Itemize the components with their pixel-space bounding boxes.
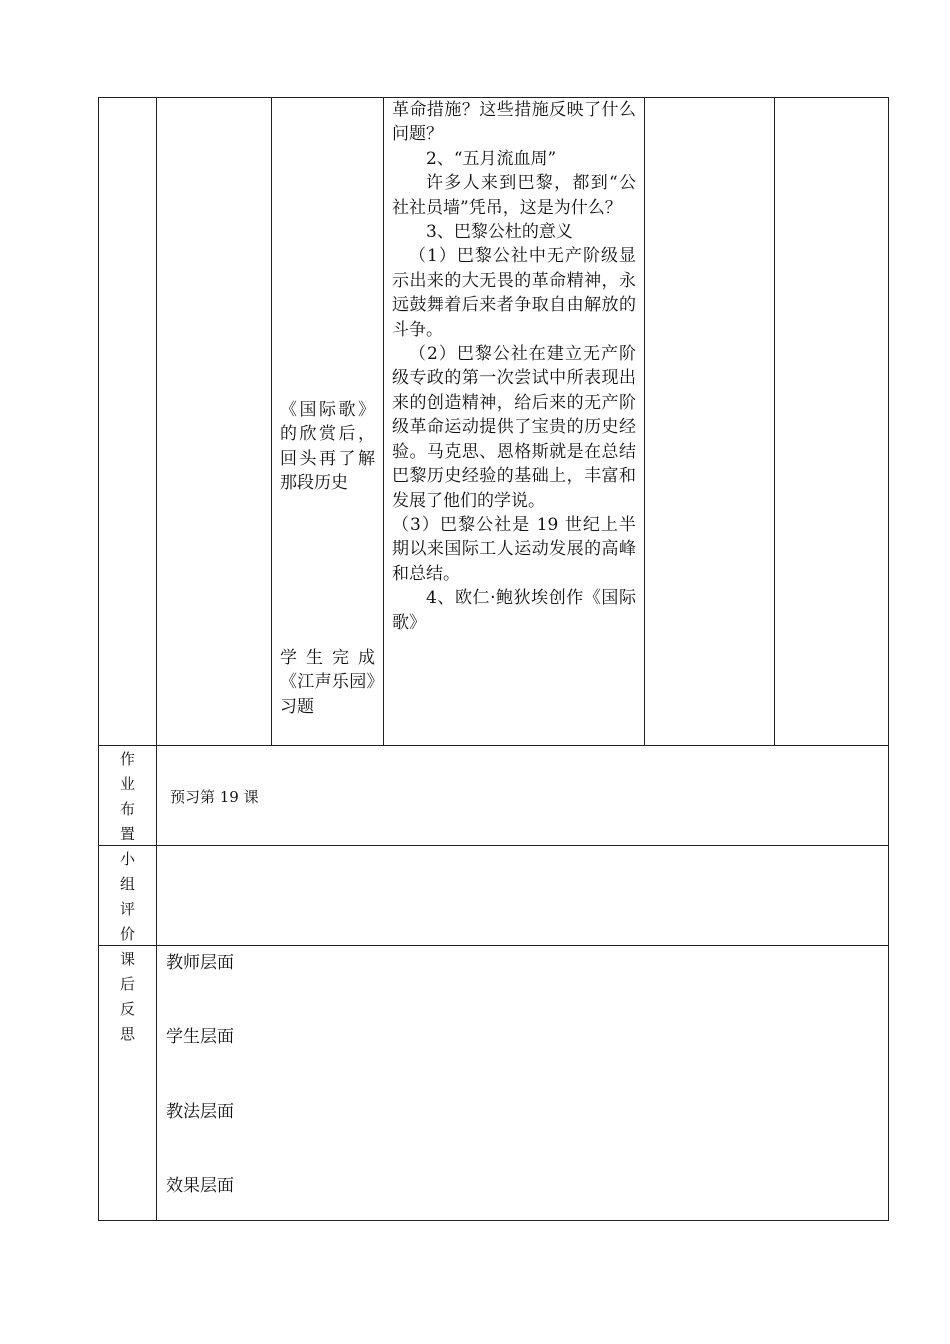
content-paragraph: 革命措施？这些措施反映了什么问题？ xyxy=(392,100,636,145)
reflection-item-method: 教法层面 xyxy=(166,1102,234,1122)
group-eval-label-char: 组 xyxy=(119,875,135,893)
row-divider-homework xyxy=(98,745,889,746)
activity-text-exercise xyxy=(280,646,375,719)
row-divider-group-eval xyxy=(98,845,889,846)
homework-label-char: 作 xyxy=(119,750,135,768)
content-heading: 3、巴黎公杜的意义 xyxy=(426,222,573,243)
reflection-label-char: 反 xyxy=(119,1000,135,1018)
reflection-label-char: 课 xyxy=(119,950,135,968)
homework-label-char: 置 xyxy=(119,825,135,843)
group-eval-label xyxy=(99,847,156,947)
homework-label-char: 布 xyxy=(119,800,135,818)
content-heading: 2、“五月流血周” xyxy=(426,148,557,169)
table-left-border xyxy=(98,97,99,1221)
content-paragraph: 许多人来到巴黎，都到“公社社员墙”凭吊，这是为什么？ xyxy=(392,173,636,218)
activity-text-exercise-body: 学生完成《江声乐园》习题 xyxy=(280,648,375,717)
row-divider-reflection xyxy=(98,945,889,946)
table-bottom-border xyxy=(98,1220,889,1221)
reflection-label-char: 思 xyxy=(119,1025,135,1043)
lesson-content xyxy=(392,98,636,635)
homework-content: 预习第 19 课 xyxy=(170,788,259,806)
table-right-border xyxy=(888,97,889,1221)
reflection-item-teacher: 教师层面 xyxy=(166,953,234,973)
column-divider-content xyxy=(383,97,384,746)
reflection-label xyxy=(99,947,156,1047)
content-heading: 4、欧仁·鲍狄埃创作《国际歌》 xyxy=(392,588,636,633)
group-eval-label-char: 小 xyxy=(119,850,135,868)
group-eval-label-char: 评 xyxy=(119,900,135,918)
content-paragraph: （2）巴黎公社在建立无产阶级专政的第一次尝试中所表现出来的创造精神，给后来的无产阶级革命运动提供了宝贵的历史经验。马克思、恩格斯就是在总结巴黎历史经验的基础上，丰富和发展了他们的学说。 xyxy=(392,344,636,511)
reflection-label-char: 后 xyxy=(119,975,135,993)
column-divider-notes xyxy=(774,97,775,746)
content-paragraph: （1）巴黎公社中无产阶级显示出来的大无畏的革命精神，永远鼓舞着后来者争取自由解放的斗争。 xyxy=(392,246,636,340)
column-divider-content-right xyxy=(644,97,645,746)
homework-label-char: 业 xyxy=(119,775,135,793)
group-eval-label-char: 价 xyxy=(119,925,135,943)
activity-text-appreciation xyxy=(280,398,375,496)
reflection-item-result: 效果层面 xyxy=(166,1176,234,1196)
activity-text-appreciation-body: 《国际歌》的欣赏后，回头再了解那段历史 xyxy=(280,400,375,494)
homework-label xyxy=(99,747,156,847)
column-divider-label xyxy=(156,97,157,1221)
column-divider-activity xyxy=(271,97,272,746)
content-paragraph: （3）巴黎公社是 19 世纪上半期以来国际工人运动发展的高峰和总结。 xyxy=(392,514,636,584)
reflection-item-student: 学生层面 xyxy=(166,1027,234,1047)
